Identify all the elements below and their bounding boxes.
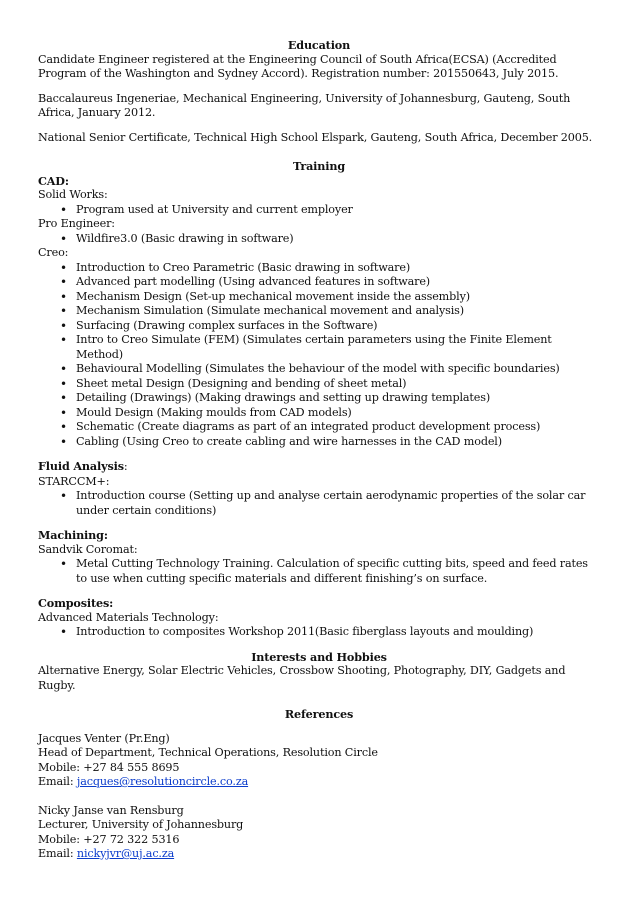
composites-title: Composites: (38, 596, 114, 610)
list-item: • Detailing (Drawings) (Making drawings and setting up drawing templates) (38, 391, 600, 406)
list-item: • Intro to Creo Simulate (FEM) (Simulates certain parameters using the Finite Element Method) (38, 333, 600, 362)
reference-title: Lecturer, University of Johannesburg (38, 818, 244, 831)
fluid-analysis-colon: : (123, 460, 128, 473)
fluid-list (38, 489, 600, 518)
interests-text: Alternative Energy, Solar Electric Vehicles, Crossbow Shooting, Photography, DIY, Gadgets and Rugby. (38, 664, 566, 692)
creo-label: Creo: (38, 246, 69, 259)
reference-email-line (38, 775, 600, 790)
reference-mobile: Mobile: +27 72 322 5316 (38, 832, 180, 846)
references-heading: References (284, 707, 354, 721)
sandvik-label: Sandvik Coromat: (38, 542, 138, 556)
advanced-materials-label: Advanced Materials Technology: (38, 610, 219, 624)
email-label: Email: (38, 775, 77, 788)
list-item: • Mechanism Simulation (Simulate mechanical movement and analysis) (38, 304, 600, 319)
list-item: • Sheet metal Design (Designing and bending of sheet metal) (38, 377, 600, 392)
cv-page (38, 38, 600, 862)
reference-email-link[interactable]: nickyjvr@uj.ac.za (76, 847, 175, 860)
interests-heading: Interests and Hobbies (251, 649, 387, 664)
reference-name: Jacques Venter (Pr.Eng) (38, 731, 170, 745)
list-item: • Behavioural Modelling (Simulates the behaviour of the model with specific boundaries) (38, 362, 600, 377)
list-item: • Introduction to Creo Parametric (Basic drawing in software) (38, 261, 600, 276)
solid-works-list (38, 203, 600, 218)
list-item: • Cabling (Using Creo to create cabling and wire harnesses in the CAD model) (38, 435, 600, 450)
list-item: • Advanced part modelling (Using advanced features in software) (38, 275, 600, 290)
education-entry: Candidate Engineer registered at the Engineering Council of South Africa(ECSA) (Accredited Program of the Washington and Sydney Accord). Registration number: 201550643, July 2015. (38, 52, 559, 80)
reference-title: Head of Department, Technical Operations, Resolution Circle (38, 746, 378, 759)
cad-title: CAD: (38, 173, 69, 188)
reference-email-line (38, 847, 600, 862)
list-item: • Wildfire3.0 (Basic drawing in software) (38, 232, 600, 247)
list-item: • Program used at University and current employer (38, 203, 600, 218)
email-label: Email: (38, 847, 77, 860)
fluid-analysis-label: Fluid Analysis (38, 459, 124, 473)
list-item: • Introduction course (Setting up and analyse certain aerodynamic properties of the solar car under certain conditions) (38, 489, 600, 518)
reference-email-link[interactable]: jacques@resolutioncircle.co.za (76, 775, 249, 788)
list-item: • Surfacing (Drawing complex surfaces in the Software) (38, 319, 600, 334)
creo-list (38, 261, 600, 450)
machining-title: Machining: (38, 528, 108, 542)
machining-list (38, 557, 600, 586)
list-item: • Schematic (Create diagrams as part of an integrated product development process) (38, 420, 600, 435)
fluid-analysis-title (38, 459, 600, 475)
list-item: • Metal Cutting Technology Training. Calculation of specific cutting bits, speed and feed rates to use when cutting specific materials and different finishing’s on surface. (38, 557, 600, 586)
education-entry: National Senior Certificate, Technical High School Elspark, Gauteng, South Africa, December 2005. (38, 130, 593, 144)
list-item: • Mechanism Design (Set-up mechanical movement inside the assembly) (38, 290, 600, 305)
reference-name: Nicky Janse van Rensburg (38, 803, 184, 817)
reference-mobile: Mobile: +27 84 555 8695 (38, 760, 180, 774)
composites-list (38, 625, 600, 640)
education-heading: Education (287, 38, 351, 52)
training-heading: Training (292, 159, 346, 173)
starccm-label: STARCCM+: (38, 474, 110, 488)
list-item: • Mould Design (Making moulds from CAD models) (38, 406, 600, 421)
list-item: • Introduction to composites Workshop 2011(Basic fiberglass layouts and moulding) (38, 625, 600, 640)
solid-works-label: Solid Works: (38, 188, 108, 201)
pro-engineer-label: Pro Engineer: (38, 217, 115, 230)
pro-engineer-list (38, 232, 600, 247)
education-entry: Baccalaureus Ingeneriae, Mechanical Engineering, University of Johannesburg, Gauteng, South Africa, January 2012. (38, 91, 571, 119)
